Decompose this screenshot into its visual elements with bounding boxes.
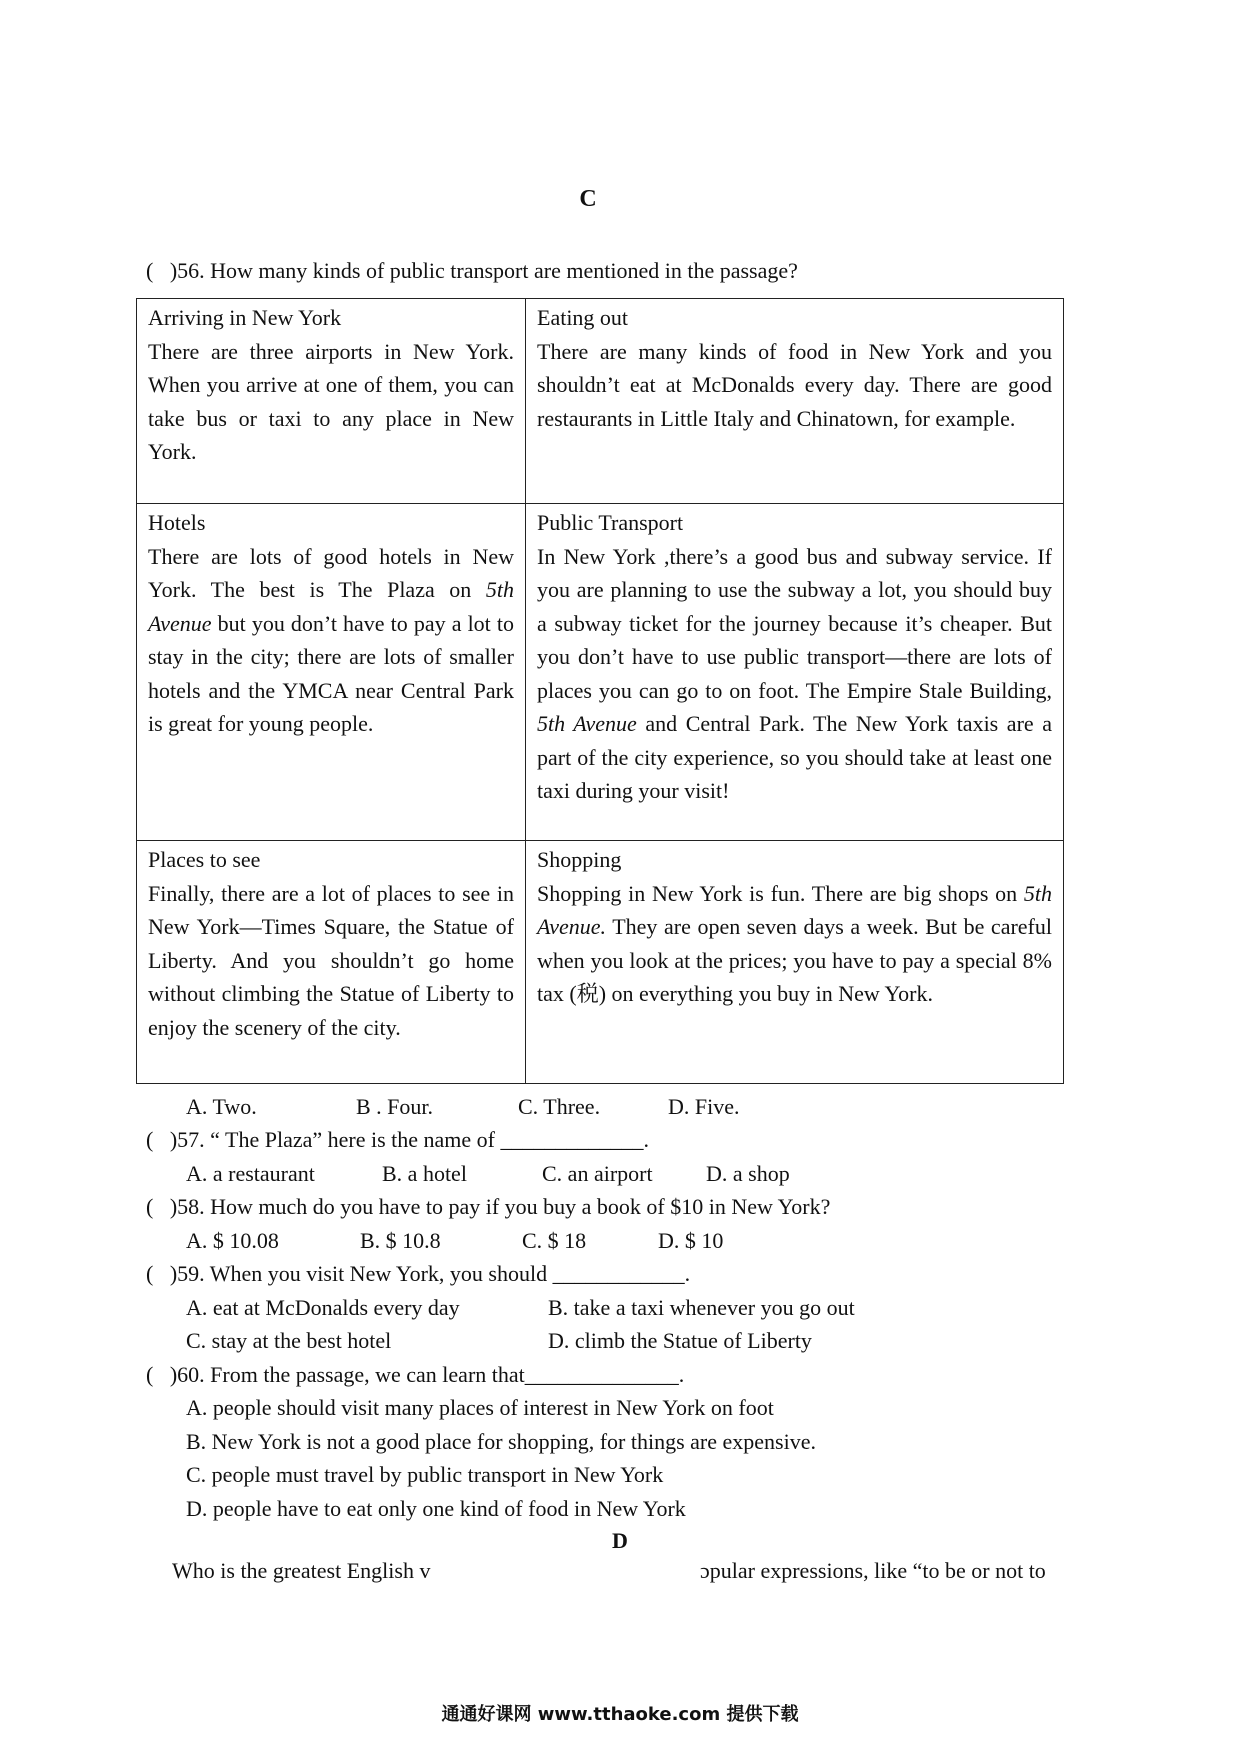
text-run: They are open seven days a week. But be careful when you look at the prices; you have to pay a special 8% tax (税) on everything you buy in New York.: [537, 914, 1052, 1006]
option-d: D. people have to eat only one kind of food in New York: [186, 1496, 686, 1521]
passage-first-line-partial: [172, 1556, 1102, 1586]
section-heading: C: [579, 186, 597, 212]
option-a: A. eat at McDonalds every day: [186, 1295, 460, 1320]
cell-body: [537, 877, 1052, 1011]
cell-title: Eating out: [537, 305, 629, 330]
option-b: B. take a taxi whenever you go out: [548, 1295, 855, 1320]
italic-text-run: 5th Avenue: [148, 577, 514, 636]
text-run: There are lots of good hotels in New York. The best is The Plaza on: [148, 543, 514, 602]
text-run: Shopping in New York is fun. There are big shops on: [537, 880, 1024, 906]
question-60-stem: ( )60. From the passage, we can learn that______________.: [146, 1362, 685, 1387]
italic-text-run: 5th Avenue.: [537, 880, 1052, 939]
option-a: A. people should visit many places of interest in New York on foot: [186, 1395, 774, 1420]
option-d: D. $ 10: [658, 1228, 724, 1253]
option-c: C. stay at the best hotel: [186, 1328, 392, 1353]
cell-title: Hotels: [148, 510, 206, 535]
option-a: A. a restaurant: [186, 1161, 315, 1186]
cell-eating: [526, 299, 1064, 504]
cell-title: Public Transport: [537, 510, 684, 535]
cell-body: [537, 540, 1052, 808]
passage-right-fragment: ɔpular expressions, like “to be or not to: [700, 1558, 1046, 1583]
option-b: B. $ 10.8: [360, 1228, 441, 1253]
text-run: but you don’t have to pay a lot to stay in the city; there are lots of smaller hotels and the YMCA near Central Park is great for young people.: [148, 610, 514, 736]
option-a: A. Two.: [186, 1094, 257, 1119]
cell-places: [137, 841, 526, 1084]
next-section-heading-cropped: D: [612, 1528, 628, 1553]
cell-transport: [526, 504, 1064, 841]
question-58-stem: ( )58. How much do you have to pay if you buy a book of $10 in New York?: [146, 1194, 831, 1219]
option-c: C. an airport: [542, 1161, 653, 1186]
cell-body: There are three airports in New York. When you arrive at one of them, you can take bus or taxi to any place in New York.: [148, 338, 514, 464]
option-b: B. New York is not a good place for shopping, for things are expensive.: [186, 1429, 816, 1454]
question-57-stem: ( )57. “ The Plaza” here is the name of _____________.: [146, 1127, 650, 1152]
option-c: C. Three.: [518, 1094, 601, 1119]
cell-body: [148, 540, 514, 741]
question-56-stem: ( )56. How many kinds of public transport are mentioned in the passage?: [146, 258, 798, 283]
option-a: A. $ 10.08: [186, 1228, 279, 1253]
option-b: B. a hotel: [382, 1161, 467, 1186]
option-c: C. people must travel by public transport in New York: [186, 1462, 664, 1487]
new-york-info-table: [136, 298, 1064, 1084]
option-c: C. $ 18: [522, 1228, 587, 1253]
cell-hotels: [137, 504, 526, 841]
question-59-stem: ( )59. When you visit New York, you should ____________.: [146, 1261, 691, 1286]
text-run: and Central Park. The New York taxis are a part of the city experience, so you should take at least one taxi during your visit!: [537, 711, 1053, 803]
italic-text-run: 5th Avenue: [537, 711, 637, 736]
question-57-options: [186, 1159, 790, 1189]
question-56-options: [186, 1092, 740, 1122]
question-59-options-row1: [186, 1293, 855, 1323]
cell-title: Shopping: [537, 847, 622, 872]
cell-body: There are many kinds of food in New York and you shouldn’t eat at McDonalds every day. There are good restaurants in Little Italy and Chinatown, for example.: [537, 338, 1052, 431]
question-59-options-row2: [186, 1326, 812, 1356]
cell-shopping: [526, 841, 1064, 1084]
option-d: D. climb the Statue of Liberty: [548, 1328, 812, 1353]
cell-title: Places to see: [148, 847, 261, 872]
option-d: D. Five.: [668, 1094, 740, 1119]
cell-title: Arriving in New York: [148, 305, 342, 330]
cell-arriving: [137, 299, 526, 504]
text-run: In New York ,there’s a good bus and subway service. If you are planning to use the subway a lot, you should buy a subway ticket for the journey because it’s cheaper. But you don’t have to use public transport—there are lots of places you can go to on foot. The Empire Stale Building,: [537, 543, 1052, 703]
option-b: B . Four.: [356, 1094, 434, 1119]
option-d: D. a shop: [706, 1161, 790, 1186]
question-58-options: [186, 1226, 723, 1256]
cell-body: Finally, there are a lot of places to see in New York—Times Square, the Statue of Liberty. And you shouldn’t go home without climbing the Statue of Liberty to enjoy the scenery of the city.: [148, 880, 514, 1040]
footer-watermark: 通通好课网 www.tthaoke.com 提供下载: [441, 1704, 799, 1725]
passage-left-fragment: Who is the greatest English ᴠ: [172, 1558, 431, 1583]
